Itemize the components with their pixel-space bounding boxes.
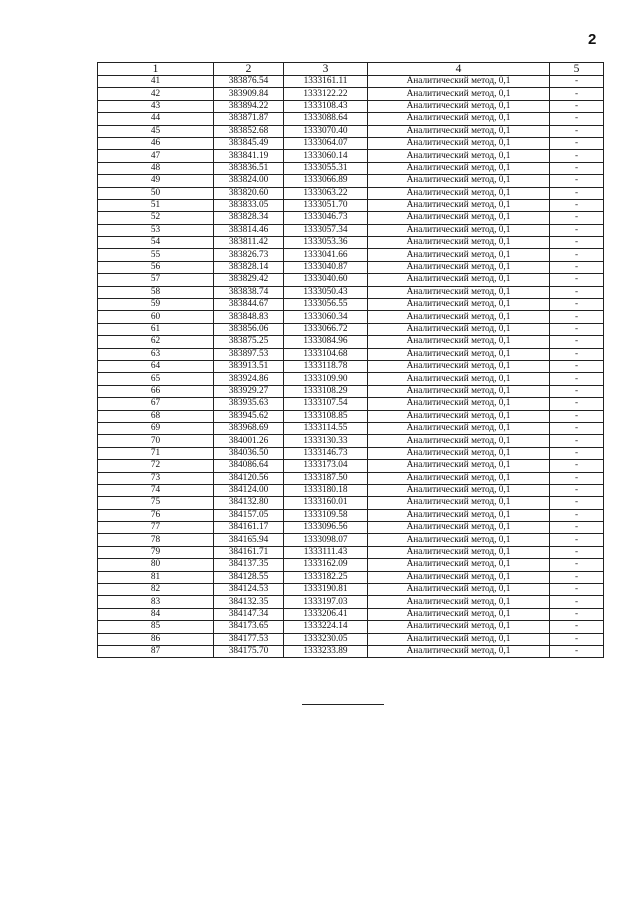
cell-point-number: 60 bbox=[98, 311, 214, 323]
cell-y-coordinate: 1333173.04 bbox=[284, 460, 368, 472]
cell-point-number: 81 bbox=[98, 571, 214, 583]
cell-point-number: 48 bbox=[98, 162, 214, 174]
cell-x-coordinate: 383828.34 bbox=[214, 212, 284, 224]
header-cell-description: 5 bbox=[550, 63, 604, 76]
cell-x-coordinate: 383814.46 bbox=[214, 224, 284, 236]
cell-y-coordinate: 1333109.58 bbox=[284, 509, 368, 521]
table-body bbox=[98, 76, 604, 658]
cell-y-coordinate: 1333190.81 bbox=[284, 584, 368, 596]
cell-point-number: 45 bbox=[98, 125, 214, 137]
cell-y-coordinate: 1333180.18 bbox=[284, 484, 368, 496]
table-row bbox=[98, 621, 604, 633]
cell-method: Аналитический метод, 0,1 bbox=[368, 162, 550, 174]
cell-description: - bbox=[550, 522, 604, 534]
cell-point-number: 80 bbox=[98, 559, 214, 571]
cell-point-number: 44 bbox=[98, 113, 214, 125]
table-row bbox=[98, 299, 604, 311]
table-row bbox=[98, 261, 604, 273]
table-row bbox=[98, 435, 604, 447]
cell-x-coordinate: 384157.05 bbox=[214, 509, 284, 521]
cell-description: - bbox=[550, 484, 604, 496]
cell-y-coordinate: 1333070.40 bbox=[284, 125, 368, 137]
cell-point-number: 77 bbox=[98, 522, 214, 534]
cell-method: Аналитический метод, 0,1 bbox=[368, 113, 550, 125]
cell-y-coordinate: 1333084.96 bbox=[284, 336, 368, 348]
table-row bbox=[98, 150, 604, 162]
cell-x-coordinate: 383871.87 bbox=[214, 113, 284, 125]
table-row bbox=[98, 596, 604, 608]
cell-y-coordinate: 1333109.90 bbox=[284, 373, 368, 385]
cell-point-number: 79 bbox=[98, 546, 214, 558]
cell-y-coordinate: 1333096.56 bbox=[284, 522, 368, 534]
cell-method: Аналитический метод, 0,1 bbox=[368, 100, 550, 112]
table-row bbox=[98, 249, 604, 261]
cell-x-coordinate: 383913.51 bbox=[214, 360, 284, 372]
table-row bbox=[98, 286, 604, 298]
cell-description: - bbox=[550, 199, 604, 211]
cell-description: - bbox=[550, 534, 604, 546]
table-row bbox=[98, 534, 604, 546]
cell-method: Аналитический метод, 0,1 bbox=[368, 410, 550, 422]
footnote-rule bbox=[302, 704, 384, 705]
cell-description: - bbox=[550, 633, 604, 645]
cell-point-number: 74 bbox=[98, 484, 214, 496]
cell-y-coordinate: 1333187.50 bbox=[284, 472, 368, 484]
cell-point-number: 51 bbox=[98, 199, 214, 211]
table-row bbox=[98, 497, 604, 509]
cell-x-coordinate: 383828.14 bbox=[214, 261, 284, 273]
cell-y-coordinate: 1333104.68 bbox=[284, 348, 368, 360]
cell-point-number: 86 bbox=[98, 633, 214, 645]
cell-description: - bbox=[550, 621, 604, 633]
cell-description: - bbox=[550, 261, 604, 273]
cell-description: - bbox=[550, 373, 604, 385]
cell-y-coordinate: 1333057.34 bbox=[284, 224, 368, 236]
cell-point-number: 70 bbox=[98, 435, 214, 447]
cell-x-coordinate: 384165.94 bbox=[214, 534, 284, 546]
cell-point-number: 75 bbox=[98, 497, 214, 509]
cell-point-number: 41 bbox=[98, 76, 214, 88]
cell-y-coordinate: 1333063.22 bbox=[284, 187, 368, 199]
cell-method: Аналитический метод, 0,1 bbox=[368, 286, 550, 298]
table-row bbox=[98, 633, 604, 645]
cell-description: - bbox=[550, 311, 604, 323]
cell-y-coordinate: 1333060.14 bbox=[284, 150, 368, 162]
table-row bbox=[98, 237, 604, 249]
cell-point-number: 56 bbox=[98, 261, 214, 273]
cell-description: - bbox=[550, 249, 604, 261]
table-row bbox=[98, 472, 604, 484]
cell-method: Аналитический метод, 0,1 bbox=[368, 584, 550, 596]
cell-y-coordinate: 1333108.85 bbox=[284, 410, 368, 422]
cell-method: Аналитический метод, 0,1 bbox=[368, 299, 550, 311]
cell-y-coordinate: 1333108.29 bbox=[284, 385, 368, 397]
cell-x-coordinate: 383909.84 bbox=[214, 88, 284, 100]
cell-point-number: 57 bbox=[98, 274, 214, 286]
cell-x-coordinate: 384124.53 bbox=[214, 584, 284, 596]
cell-x-coordinate: 383826.73 bbox=[214, 249, 284, 261]
cell-description: - bbox=[550, 125, 604, 137]
cell-method: Аналитический метод, 0,1 bbox=[368, 88, 550, 100]
cell-method: Аналитический метод, 0,1 bbox=[368, 137, 550, 149]
cell-point-number: 47 bbox=[98, 150, 214, 162]
cell-y-coordinate: 1333224.14 bbox=[284, 621, 368, 633]
cell-y-coordinate: 1333066.89 bbox=[284, 175, 368, 187]
table-row bbox=[98, 373, 604, 385]
cell-description: - bbox=[550, 645, 604, 657]
cell-description: - bbox=[550, 509, 604, 521]
cell-x-coordinate: 384036.50 bbox=[214, 447, 284, 459]
cell-method: Аналитический метод, 0,1 bbox=[368, 596, 550, 608]
table-row bbox=[98, 76, 604, 88]
cell-description: - bbox=[550, 274, 604, 286]
cell-method: Аналитический метод, 0,1 bbox=[368, 435, 550, 447]
cell-y-coordinate: 1333108.43 bbox=[284, 100, 368, 112]
table-row bbox=[98, 125, 604, 137]
cell-description: - bbox=[550, 435, 604, 447]
cell-y-coordinate: 1333040.87 bbox=[284, 261, 368, 273]
cell-y-coordinate: 1333146.73 bbox=[284, 447, 368, 459]
cell-method: Аналитический метод, 0,1 bbox=[368, 187, 550, 199]
cell-method: Аналитический метод, 0,1 bbox=[368, 336, 550, 348]
cell-x-coordinate: 384161.71 bbox=[214, 546, 284, 558]
cell-x-coordinate: 383838.74 bbox=[214, 286, 284, 298]
cell-x-coordinate: 384177.53 bbox=[214, 633, 284, 645]
cell-description: - bbox=[550, 596, 604, 608]
cell-y-coordinate: 1333160.01 bbox=[284, 497, 368, 509]
cell-x-coordinate: 383820.60 bbox=[214, 187, 284, 199]
cell-description: - bbox=[550, 76, 604, 88]
cell-method: Аналитический метод, 0,1 bbox=[368, 522, 550, 534]
cell-x-coordinate: 383833.05 bbox=[214, 199, 284, 211]
cell-x-coordinate: 383924.86 bbox=[214, 373, 284, 385]
table-row bbox=[98, 608, 604, 620]
cell-point-number: 71 bbox=[98, 447, 214, 459]
cell-description: - bbox=[550, 88, 604, 100]
cell-point-number: 68 bbox=[98, 410, 214, 422]
cell-x-coordinate: 384175.70 bbox=[214, 645, 284, 657]
cell-method: Аналитический метод, 0,1 bbox=[368, 212, 550, 224]
cell-y-coordinate: 1333064.07 bbox=[284, 137, 368, 149]
cell-method: Аналитический метод, 0,1 bbox=[368, 224, 550, 236]
cell-x-coordinate: 384001.26 bbox=[214, 435, 284, 447]
cell-method: Аналитический метод, 0,1 bbox=[368, 125, 550, 137]
cell-x-coordinate: 383852.68 bbox=[214, 125, 284, 137]
cell-method: Аналитический метод, 0,1 bbox=[368, 633, 550, 645]
table-row bbox=[98, 460, 604, 472]
cell-description: - bbox=[550, 398, 604, 410]
cell-method: Аналитический метод, 0,1 bbox=[368, 398, 550, 410]
cell-y-coordinate: 1333130.33 bbox=[284, 435, 368, 447]
table-row bbox=[98, 162, 604, 174]
cell-method: Аналитический метод, 0,1 bbox=[368, 608, 550, 620]
header-cell-y: 3 bbox=[284, 63, 368, 76]
cell-method: Аналитический метод, 0,1 bbox=[368, 323, 550, 335]
table-row bbox=[98, 422, 604, 434]
cell-point-number: 73 bbox=[98, 472, 214, 484]
cell-y-coordinate: 1333107.54 bbox=[284, 398, 368, 410]
coordinates-table bbox=[97, 62, 604, 658]
cell-y-coordinate: 1333206.41 bbox=[284, 608, 368, 620]
cell-x-coordinate: 384132.80 bbox=[214, 497, 284, 509]
cell-description: - bbox=[550, 546, 604, 558]
cell-description: - bbox=[550, 608, 604, 620]
cell-description: - bbox=[550, 187, 604, 199]
cell-description: - bbox=[550, 212, 604, 224]
cell-point-number: 84 bbox=[98, 608, 214, 620]
cell-y-coordinate: 1333060.34 bbox=[284, 311, 368, 323]
cell-y-coordinate: 1333046.73 bbox=[284, 212, 368, 224]
cell-y-coordinate: 1333051.70 bbox=[284, 199, 368, 211]
cell-point-number: 82 bbox=[98, 584, 214, 596]
cell-x-coordinate: 383841.19 bbox=[214, 150, 284, 162]
cell-point-number: 64 bbox=[98, 360, 214, 372]
cell-method: Аналитический метод, 0,1 bbox=[368, 645, 550, 657]
cell-y-coordinate: 1333118.78 bbox=[284, 360, 368, 372]
table-row bbox=[98, 336, 604, 348]
cell-method: Аналитический метод, 0,1 bbox=[368, 509, 550, 521]
cell-y-coordinate: 1333162.09 bbox=[284, 559, 368, 571]
cell-y-coordinate: 1333111.43 bbox=[284, 546, 368, 558]
cell-y-coordinate: 1333233.89 bbox=[284, 645, 368, 657]
table-row bbox=[98, 571, 604, 583]
cell-point-number: 63 bbox=[98, 348, 214, 360]
cell-description: - bbox=[550, 460, 604, 472]
table-row bbox=[98, 199, 604, 211]
cell-description: - bbox=[550, 422, 604, 434]
cell-point-number: 78 bbox=[98, 534, 214, 546]
cell-x-coordinate: 383845.49 bbox=[214, 137, 284, 149]
table-row bbox=[98, 212, 604, 224]
table-row bbox=[98, 113, 604, 125]
cell-y-coordinate: 1333114.55 bbox=[284, 422, 368, 434]
cell-method: Аналитический метод, 0,1 bbox=[368, 559, 550, 571]
cell-point-number: 72 bbox=[98, 460, 214, 472]
cell-x-coordinate: 384173.65 bbox=[214, 621, 284, 633]
cell-x-coordinate: 384120.56 bbox=[214, 472, 284, 484]
cell-x-coordinate: 383829.42 bbox=[214, 274, 284, 286]
cell-x-coordinate: 383876.54 bbox=[214, 76, 284, 88]
cell-method: Аналитический метод, 0,1 bbox=[368, 76, 550, 88]
cell-point-number: 54 bbox=[98, 237, 214, 249]
cell-description: - bbox=[550, 571, 604, 583]
cell-point-number: 66 bbox=[98, 385, 214, 397]
cell-description: - bbox=[550, 472, 604, 484]
cell-y-coordinate: 1333098.07 bbox=[284, 534, 368, 546]
header-cell-x: 2 bbox=[214, 63, 284, 76]
cell-method: Аналитический метод, 0,1 bbox=[368, 237, 550, 249]
cell-x-coordinate: 383945.62 bbox=[214, 410, 284, 422]
cell-description: - bbox=[550, 447, 604, 459]
cell-y-coordinate: 1333053.36 bbox=[284, 237, 368, 249]
cell-point-number: 43 bbox=[98, 100, 214, 112]
cell-point-number: 46 bbox=[98, 137, 214, 149]
cell-point-number: 42 bbox=[98, 88, 214, 100]
cell-x-coordinate: 384124.00 bbox=[214, 484, 284, 496]
cell-method: Аналитический метод, 0,1 bbox=[368, 373, 550, 385]
table-row bbox=[98, 100, 604, 112]
page-number: 2 bbox=[588, 31, 597, 48]
table-row bbox=[98, 645, 604, 657]
cell-y-coordinate: 1333056.55 bbox=[284, 299, 368, 311]
cell-method: Аналитический метод, 0,1 bbox=[368, 261, 550, 273]
cell-x-coordinate: 383968.69 bbox=[214, 422, 284, 434]
cell-method: Аналитический метод, 0,1 bbox=[368, 546, 550, 558]
cell-description: - bbox=[550, 323, 604, 335]
header-row bbox=[98, 63, 604, 76]
table-row bbox=[98, 175, 604, 187]
cell-description: - bbox=[550, 224, 604, 236]
cell-y-coordinate: 1333197.03 bbox=[284, 596, 368, 608]
header-cell-point: 1 bbox=[98, 63, 214, 76]
cell-method: Аналитический метод, 0,1 bbox=[368, 534, 550, 546]
cell-x-coordinate: 383894.22 bbox=[214, 100, 284, 112]
cell-point-number: 76 bbox=[98, 509, 214, 521]
cell-description: - bbox=[550, 336, 604, 348]
table-row bbox=[98, 509, 604, 521]
cell-y-coordinate: 1333088.64 bbox=[284, 113, 368, 125]
cell-x-coordinate: 384161.17 bbox=[214, 522, 284, 534]
table-row bbox=[98, 323, 604, 335]
cell-method: Аналитический метод, 0,1 bbox=[368, 621, 550, 633]
cell-point-number: 50 bbox=[98, 187, 214, 199]
cell-point-number: 55 bbox=[98, 249, 214, 261]
cell-y-coordinate: 1333040.60 bbox=[284, 274, 368, 286]
cell-method: Аналитический метод, 0,1 bbox=[368, 348, 550, 360]
cell-x-coordinate: 383856.06 bbox=[214, 323, 284, 335]
cell-x-coordinate: 383935.63 bbox=[214, 398, 284, 410]
cell-point-number: 85 bbox=[98, 621, 214, 633]
cell-description: - bbox=[550, 150, 604, 162]
cell-y-coordinate: 1333055.31 bbox=[284, 162, 368, 174]
cell-y-coordinate: 1333066.72 bbox=[284, 323, 368, 335]
cell-description: - bbox=[550, 100, 604, 112]
cell-point-number: 59 bbox=[98, 299, 214, 311]
cell-method: Аналитический метод, 0,1 bbox=[368, 274, 550, 286]
header-cell-method: 4 bbox=[368, 63, 550, 76]
cell-method: Аналитический метод, 0,1 bbox=[368, 175, 550, 187]
cell-method: Аналитический метод, 0,1 bbox=[368, 484, 550, 496]
cell-x-coordinate: 384137.35 bbox=[214, 559, 284, 571]
cell-method: Аналитический метод, 0,1 bbox=[368, 497, 550, 509]
cell-method: Аналитический метод, 0,1 bbox=[368, 460, 550, 472]
cell-x-coordinate: 383836.51 bbox=[214, 162, 284, 174]
cell-method: Аналитический метод, 0,1 bbox=[368, 385, 550, 397]
cell-x-coordinate: 384086.64 bbox=[214, 460, 284, 472]
cell-method: Аналитический метод, 0,1 bbox=[368, 150, 550, 162]
table-header bbox=[98, 63, 604, 76]
cell-description: - bbox=[550, 410, 604, 422]
cell-point-number: 61 bbox=[98, 323, 214, 335]
cell-x-coordinate: 383897.53 bbox=[214, 348, 284, 360]
cell-x-coordinate: 384132.35 bbox=[214, 596, 284, 608]
cell-description: - bbox=[550, 162, 604, 174]
cell-point-number: 49 bbox=[98, 175, 214, 187]
cell-x-coordinate: 383875.25 bbox=[214, 336, 284, 348]
cell-y-coordinate: 1333122.22 bbox=[284, 88, 368, 100]
table-row bbox=[98, 546, 604, 558]
cell-method: Аналитический метод, 0,1 bbox=[368, 199, 550, 211]
table-row bbox=[98, 584, 604, 596]
cell-description: - bbox=[550, 286, 604, 298]
cell-y-coordinate: 1333182.25 bbox=[284, 571, 368, 583]
table-row bbox=[98, 137, 604, 149]
cell-description: - bbox=[550, 299, 604, 311]
cell-point-number: 87 bbox=[98, 645, 214, 657]
cell-point-number: 53 bbox=[98, 224, 214, 236]
cell-method: Аналитический метод, 0,1 bbox=[368, 249, 550, 261]
cell-point-number: 67 bbox=[98, 398, 214, 410]
cell-description: - bbox=[550, 137, 604, 149]
table-row bbox=[98, 274, 604, 286]
cell-x-coordinate: 383824.00 bbox=[214, 175, 284, 187]
table-row bbox=[98, 88, 604, 100]
table-row bbox=[98, 311, 604, 323]
table-row bbox=[98, 410, 604, 422]
cell-description: - bbox=[550, 237, 604, 249]
cell-description: - bbox=[550, 497, 604, 509]
cell-y-coordinate: 1333050.43 bbox=[284, 286, 368, 298]
cell-point-number: 58 bbox=[98, 286, 214, 298]
cell-description: - bbox=[550, 559, 604, 571]
table-row bbox=[98, 224, 604, 236]
cell-method: Аналитический метод, 0,1 bbox=[368, 360, 550, 372]
cell-x-coordinate: 384147.34 bbox=[214, 608, 284, 620]
cell-description: - bbox=[550, 175, 604, 187]
table-row bbox=[98, 348, 604, 360]
cell-y-coordinate: 1333041.66 bbox=[284, 249, 368, 261]
table-row bbox=[98, 360, 604, 372]
cell-y-coordinate: 1333230.05 bbox=[284, 633, 368, 645]
cell-x-coordinate: 383811.42 bbox=[214, 237, 284, 249]
cell-method: Аналитический метод, 0,1 bbox=[368, 571, 550, 583]
cell-y-coordinate: 1333161.11 bbox=[284, 76, 368, 88]
cell-description: - bbox=[550, 360, 604, 372]
cell-description: - bbox=[550, 348, 604, 360]
cell-description: - bbox=[550, 113, 604, 125]
table-row bbox=[98, 447, 604, 459]
table-row bbox=[98, 559, 604, 571]
cell-x-coordinate: 384128.55 bbox=[214, 571, 284, 583]
cell-method: Аналитический метод, 0,1 bbox=[368, 447, 550, 459]
cell-point-number: 52 bbox=[98, 212, 214, 224]
table-row bbox=[98, 187, 604, 199]
cell-point-number: 69 bbox=[98, 422, 214, 434]
cell-method: Аналитический метод, 0,1 bbox=[368, 311, 550, 323]
cell-x-coordinate: 383848.83 bbox=[214, 311, 284, 323]
table-row bbox=[98, 522, 604, 534]
cell-x-coordinate: 383929.27 bbox=[214, 385, 284, 397]
cell-description: - bbox=[550, 584, 604, 596]
cell-point-number: 62 bbox=[98, 336, 214, 348]
cell-point-number: 83 bbox=[98, 596, 214, 608]
table-row bbox=[98, 385, 604, 397]
cell-point-number: 65 bbox=[98, 373, 214, 385]
cell-method: Аналитический метод, 0,1 bbox=[368, 422, 550, 434]
cell-x-coordinate: 383844.67 bbox=[214, 299, 284, 311]
cell-method: Аналитический метод, 0,1 bbox=[368, 472, 550, 484]
table-row bbox=[98, 484, 604, 496]
table-row bbox=[98, 398, 604, 410]
cell-description: - bbox=[550, 385, 604, 397]
